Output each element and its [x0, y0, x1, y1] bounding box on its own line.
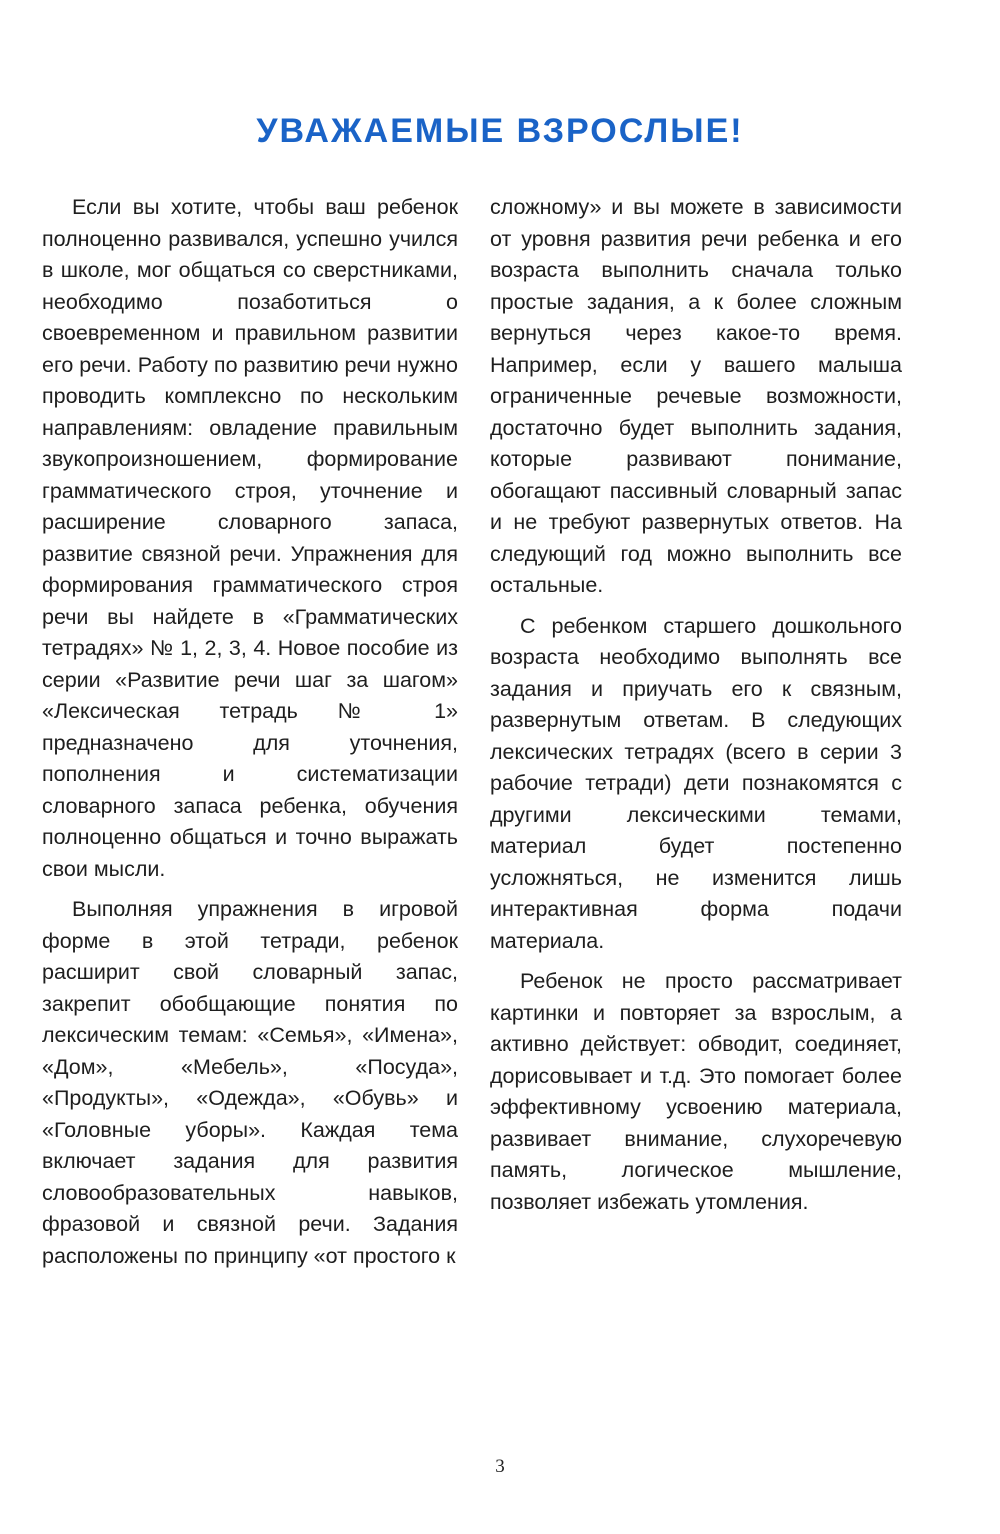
- left-paragraph-1: Если вы хотите, чтобы ваш ребенок полноценно развивался, успешно учился в школе, мог общаться со сверстниками, необходимо позаботиться о своевременном и правильном развитии его речи. Работу по развитию речи нужно проводить комплексно по нескольким направлениям: овладение правильным звукопроизношением, формирование грамматического строя, уточнение и расширение словарного запаса, развитие связной речи. Упражнения для формирования грамматического строя речи вы найдете в «Грамматических тетрадях» № 1, 2, 3, 4. Новое пособие из серии «Развитие речи шаг за шагом» «Лексическая тетрадь № 1» предназначено для уточнения, пополнения и систематизации словарного запаса ребенка, обучения полноценно общаться и точно выражать свои мысли.: [42, 195, 458, 881]
- right-paragraph-1: сложному» и вы можете в зависимости от уровня развития речи ребенка и его возраста выполнить сначала только простые задания, а к более сложным вернуться через какое-то время. Например, если у вашего малыша ограниченные речевые возможности, достаточно будет выполнить задания, которые развивают понимание, обогащают пассивный словарный запас и не требуют развернутых ответов. На следующий год можно выполнить все остальные.: [490, 195, 902, 597]
- page-title: УВАЖАЕМЫЕ ВЗРОСЛЫЕ!: [256, 112, 744, 150]
- right-paragraph-2: С ребенком старшего дошкольного возраста необходимо выполнять все задания и приучать его к связным, развернутым ответам. В следующих лексических тетрадях (всего в серии 3 рабочие тетради) дети познакомятся с другими лексическими темами, материал будет постепенно усложняться, не изменится лишь интерактивная форма подачи материала.: [490, 613, 902, 953]
- right-paragraph-3: Ребенок не просто рассматривает картинки и повторяет за взрослым, а активно действует: обводит, соединяет, дорисовывает и т.д. Это помогает более эффективному усвоению материала, развивает внимание, слухоречевую память, логическое мышление, позволяет избежать утомления.: [490, 969, 902, 1214]
- page-number: 3: [495, 1456, 505, 1477]
- left-paragraph-2: Выполняя упражнения в игровой форме в этой тетради, ребенок расширит свой словарный запас, закрепит обобщающие понятия по лексическим темам: «Семья», «Имена», «Дом», «Мебель», «Посуда», «Продукты», «Одежда», «Обувь» и «Головные уборы». Каждая тема включает задания для развития словообразовательных навыков, фразовой и связной речи. Задания расположены по принципу «от простого к: [42, 897, 458, 1268]
- right-column: [490, 192, 902, 1227]
- left-column: [42, 192, 458, 1281]
